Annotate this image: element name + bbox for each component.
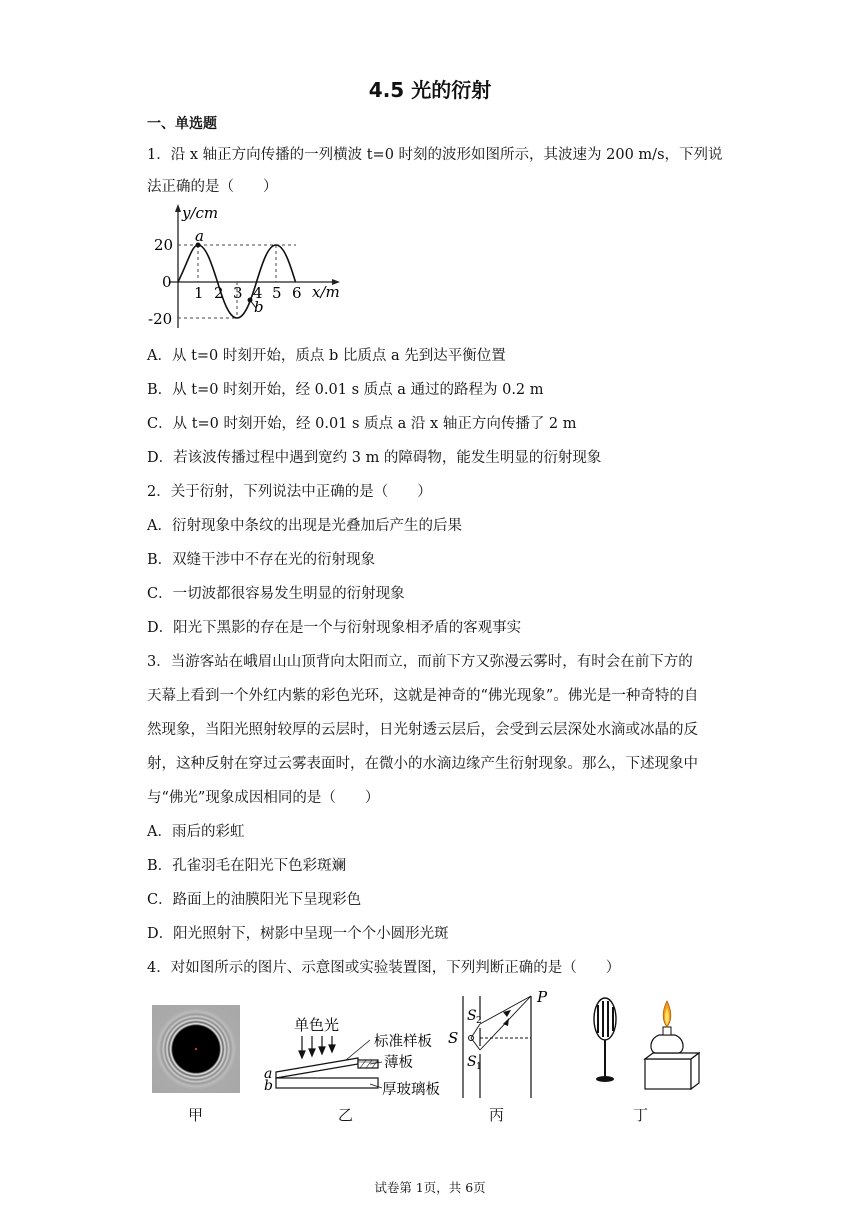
q3-option-c: C．路面上的油膜阳光下呈现彩色: [147, 892, 362, 908]
label-S: S: [448, 1029, 459, 1047]
q3-option-a: A．雨后的彩虹: [147, 824, 245, 840]
label-S1: S: [467, 1054, 477, 1070]
x-tick-6: 6: [292, 284, 302, 302]
fig-yi-thin-film: [258, 1010, 458, 1100]
label-a: a: [264, 1066, 273, 1082]
x-tick-1: 1: [194, 284, 204, 302]
label-monochromatic-light: 单色光: [294, 1016, 340, 1034]
y-tick-neg20: -20: [148, 310, 173, 328]
q2-option-b: B．双缝干涉中不存在光的衍射现象: [147, 552, 376, 568]
x-tick-2: 2: [214, 284, 224, 302]
fig-jia-diffraction-image: [152, 1005, 240, 1093]
q3-stem-line1: 3．当游客站在峨眉山山顶背向太阳而立，而前下方又弥漫云雾时，有时会在前下方的: [147, 654, 693, 670]
point-b-label: b: [254, 298, 264, 316]
x-axis-label: x/m: [312, 283, 340, 301]
y-axis-label: y/cm: [182, 204, 219, 222]
q1-stem-line2: 法正确的是（ ）: [147, 179, 278, 195]
fig-label-jia: 甲: [188, 1106, 204, 1124]
point-a-label: a: [195, 227, 204, 245]
q3-stem-line5: 与“佛光”现象成因相同的是（ ）: [147, 790, 380, 806]
fig-label-yi: 乙: [338, 1106, 354, 1124]
q2-option-a: A．衍射现象中条纹的出现是光叠加后产生的后果: [147, 518, 462, 534]
q4-stem: 4．对如图所示的图片、示意图或实验装置图，下列判断正确的是（ ）: [147, 960, 621, 976]
q1-option-c: C．从 t=0 时刻开始，经 0.01 s 质点 a 沿 x 轴正方向传播了 2 m: [147, 416, 577, 432]
x-tick-3: 3: [233, 284, 243, 302]
q1-stem-line1: 1．沿 x 轴正方向传播的一列横波 t=0 时刻的波形如图所示，其波速为 200 m/s，下列说: [147, 147, 723, 163]
q3-stem-line2: 天幕上看到一个外红内紫的彩色光环，这就是神奇的“佛光现象”。佛光是一种奇特的自: [147, 688, 699, 704]
fig-bing-double-slit: [445, 988, 555, 1103]
label-S2: S: [467, 1008, 477, 1024]
q3-stem-line4: 射，这种反射在穿过云雾表面时，在微小的水滴边缘产生衍射现象。那么，下述现象中: [147, 756, 698, 772]
fig-ding-soap-film-lamp: [585, 995, 700, 1095]
q2-option-d: D．阳光下黑影的存在是一个与衍射现象相矛盾的客观事实: [147, 620, 522, 636]
y-tick-0: 0: [162, 273, 172, 291]
label-thick-glass: 厚玻璃板: [382, 1082, 440, 1098]
q2-stem: 2．关于衍射，下列说法中正确的是（ ）: [147, 484, 432, 500]
label-standard-plate: 标准样板: [374, 1034, 432, 1050]
label-P: P: [537, 988, 548, 1006]
q2-option-c: C．一切波都很容易发生明显的衍射现象: [147, 586, 405, 602]
label-b: b: [264, 1078, 273, 1094]
y-tick-20: 20: [154, 236, 174, 254]
fig-label-ding: 丁: [633, 1106, 649, 1124]
x-tick-4: 4: [253, 284, 263, 302]
q3-stem-line3: 然现象，当阳光照射较厚的云层时，日光射透云层后，会受到云层深处水滴或冰晶的反: [147, 722, 698, 738]
q1-wave-graph: [140, 200, 360, 335]
section-heading: 一、单选题: [147, 116, 217, 132]
q1-option-b: B．从 t=0 时刻开始，经 0.01 s 质点 a 通过的路程为 0.2 m: [147, 382, 544, 398]
q3-option-d: D．阳光照射下，树影中呈现一个个小圆形光斑: [147, 926, 449, 942]
label-thin-plate: 薄板: [384, 1055, 413, 1071]
q1-option-a: A．从 t=0 时刻开始，质点 b 比质点 a 先到达平衡位置: [147, 348, 506, 364]
q1-option-d: D．若该波传播过程中遇到宽约 3 m 的障碍物，能发生明显的衍射现象: [147, 450, 602, 466]
page-footer: 试卷第 1页，共 6页: [374, 1180, 486, 1195]
page-title: 4.5 光的衍射: [368, 78, 492, 102]
fig-label-bing: 丙: [489, 1106, 505, 1124]
x-tick-5: 5: [272, 284, 282, 302]
label-S1-sub: 1: [476, 1062, 482, 1072]
label-S2-sub: 2: [476, 1016, 482, 1026]
q3-option-b: B．孔雀羽毛在阳光下色彩斑斓: [147, 858, 347, 874]
